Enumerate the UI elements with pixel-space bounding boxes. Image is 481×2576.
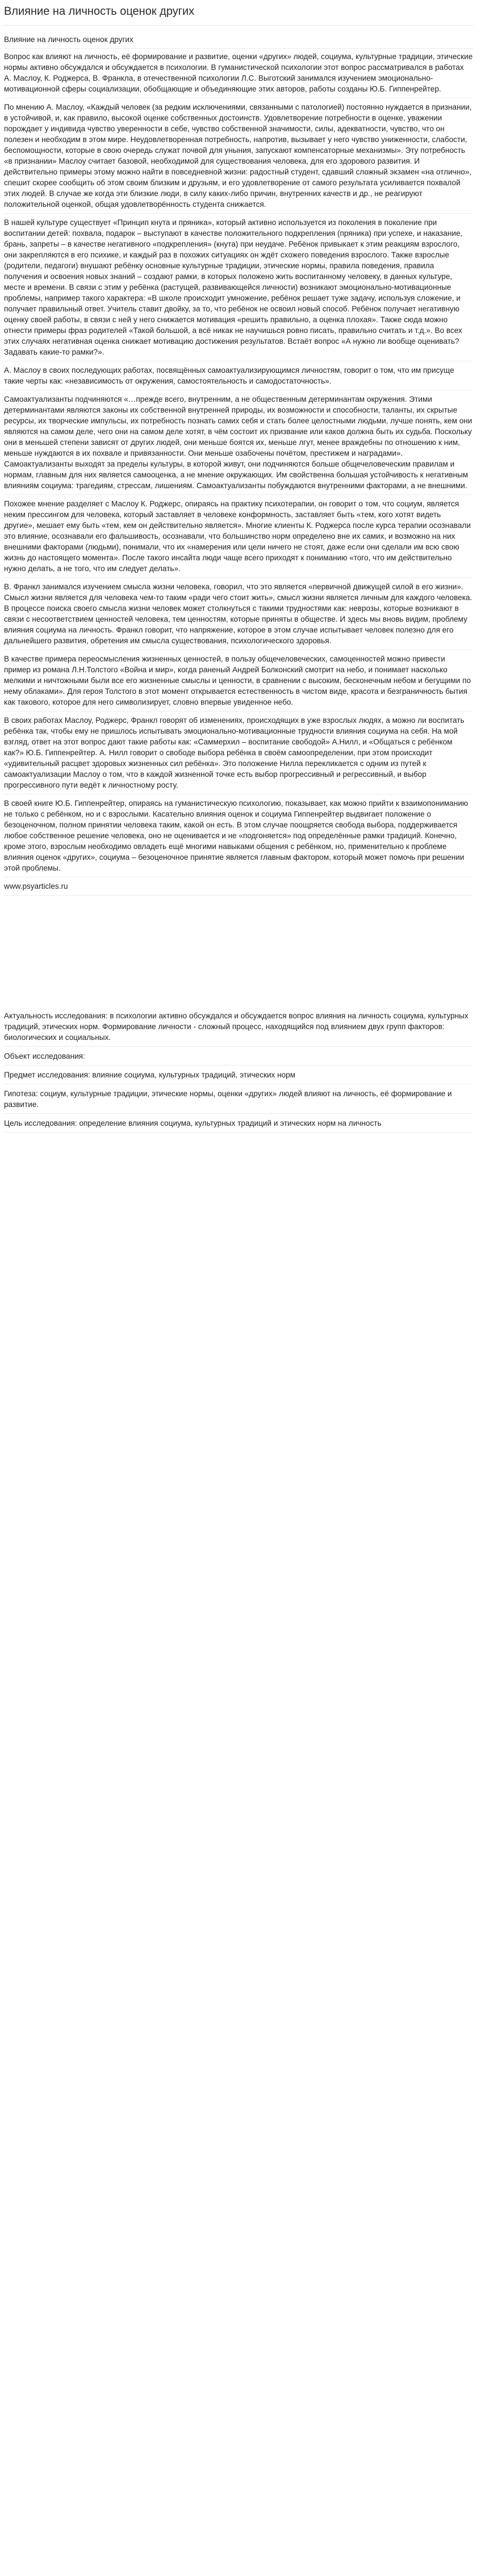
paragraph-self-actualizers: Самоактуализанты подчиняются «…прежде всего, внутренним, а не общественным детерминантам окружения. Этими детерминантами являются законы их собственной внутренней природы, их возможности и способности, таланты, их скрытые ресурсы, их творческие импульсы, их потребность познать самих себя и стать более целостными людьми, лучше понять, кем они являются на самом деле, чего они на самом деле хотят, в чём состоит их призвание или каков должна быть их судьба. Поскольку они в меньшей степени зависят от других людей, они меньше боятся их, меньше лгут, менее враждебны по отношению к ним, меньше нуждаются в их похвале и привязанности. Они меньше озабочены почётом, престижем и наградами». Самоактуализанты выходят за пределы культуры, в которой живут, они подчиняются больше общечеловеческим правилам и нормам, главным для них является самооценка, а не мнение окружающих. Им свойственна большая устойчивость к негативным влияниям социума: трагедиям, стрессам, лишениям. Самоактуализанты побуждаются внутренними факторами, а не внешними.	[4, 394, 473, 495]
paragraph-frankl: В. Франкл занимался изучением смысла жизни человека, говорил, что это является «первичной движущей силой в его жизни». Смысл жизни является для человека чем-то таким «ради чего стоит жить», смысл жизни является личным для каждого человека. В процессе поиска своего смысла жизни человек может столкнуться с такими трудностями как: неврозы, которые возникают в связи с несоответствием ценностей человека, тем ценностям, которые приняты в обществе. И здесь мы вновь видим, проблему влияния социума на личность. Франкл говорит, что напряжение, которое в этом случае испытывает человек полезно для его дальнейшего развития, обретения им смысла существования, психологического здоровья.	[4, 581, 473, 650]
paragraph-intro: Вопрос как влияют на личность, её формирование и развитие, оценки «других» людей, социума, культурные традиции, этические нормы активно обсуждался и обсуждается в психологии. В гуманистической психологии этот вопрос рассматривался в работах А. Маслоу, К. Роджерса, В. Франкла, в отечественной психологии Л.С. Выготский занимался изучением эмоционально-мотивационной сферы социализации, обобщающие и объединяющие этих авторов, работы созданы Ю.Б. Гиппенрейтер.	[4, 51, 473, 98]
research-object: Объект исследования:	[4, 1051, 473, 1066]
paragraph-upbringing: В своих работах Маслоу, Роджерс, Франкл говорят об изменениях, происходящих в уже взрослых людях, а можно ли воспитать ребёнка так, чтобы ему не пришлось испытывать эмоционально-мотивационные трудности влияния социума на себя. На мой взгляд, ответ на этот вопрос дают такие работы как: «Саммерхил – воспитание свободой» А.Нилл, и «Общаться с ребёнком как?» Ю.Б. Гиппенрейтер. А. Нилл говорит о свободе выбора ребёнка в своём самоопределении, при этом происходит «удивительный расцвет здоровых жизненных сил ребёнка». Это положение Нилла перекликается с одним из путей к самоактуализации Маслоу о том, что в каждой жизненной точке есть выбор прогрессивный и регрессивный, и выбор прогрессивного пути ведёт к личностному росту.	[4, 715, 473, 794]
article-subtitle: Влияние на личность оценок других	[4, 34, 473, 49]
paragraph-rogers: Похожее мнение разделяет с Маслоу К. Роджерс, опираясь на практику психотерапии, он говорит о том, что социум, является неким прессингом для человека, который заставляет в человеке конформность, заставляет быть «тем, кого хотят видеть другие», мешает ему быть «тем, кем он действительно является». Многие клиенты К. Роджерса после курса терапии осознавали это влияние, осознавали его фальшивость, осознавали, что большинство норм определено вне их самих, и возможно на них внешними факторами (людьми), понимали, что их «намерения или цели ничего не стоят, даже если они сделали им всю свою жизнь до настоящего момента». После такого инсайта люди чаще всего приходят к пониманию «того, что им действительно нужно делать, а не того, что им следует делать».	[4, 498, 473, 578]
research-meta	[4, 1010, 473, 1133]
article-body	[4, 34, 473, 896]
paragraph-tolstoy: В качестве примера переосмысления жизненных ценностей, в пользу общечеловеческих, самоценностей можно привести пример из романа Л.Н.Толстого «Война и мир», когда раненый Андрей Болконский смотрит на небо, и понимает насколько мелкими и ничтожными были все его жизненные смыслы и ценности, в сравнении с высоким, бесконечным небом и бегущими по нему облаками». Для героя Толстого в этот момент открывается естественность в чистом виде, красота и безграничность бытия как такового, которое для него символизирует, словно впервые увиденное небо.	[4, 654, 473, 711]
source-link[interactable]: www.psyarticles.ru	[4, 881, 473, 896]
paragraph-gippenreiter: В своей книге Ю.Б. Гиппенрейтер, опираясь на гуманистическую психологию, показывает, как можно прийти к взаимопониманию не только с ребёнком, но и с взрослыми. Касательно влияния оценок и социума Гиппенрейтер выдвигает положение о безоценочном, полном принятии человека таким, какой он есть. В этом случае поощряется свобода выбора, поддерживается любое собственное решение человека, оно не оценивается и не «подгоняется» под определённые рамки традиций. Конечно, кроме этого, взрослым необходимо овладеть ещё многими навыками общения с ребёнком, но, применительно к проблеме влияния оценок «других», социума – безоценочное принятие является главным фактором, который может помочь при решении этой проблемы.	[4, 798, 473, 877]
blank-space	[4, 899, 473, 1010]
paragraph-carrot-stick: В нашей культуре существует «Принцип кнута и пряника», который активно используется из поколения в поколение при воспитании детей: похвала, подарок – выступают в качестве положительного подкрепления (пряника) при успехе, и наказание, брань, запреты – в качестве негативного «подкрепления» (кнута) при неудаче. Ребёнок привыкает к этим реакциям взрослого, они закрепляются в его психике, и каждый раз в похожих ситуациях он ждёт схожего поведения взрослого. Также взрослые (родители, педагоги) внушают ребёнку основные культурные традиции, этические нормы, правила поведения, правила получения и освоения новых знаний – создают рамки, в которых положено жить воспитанному человеку, в данных культуре, месте и времени. В связи с этим у ребёнка (растущей, развивающейся личности) возникают эмоционально-мотивационные проблемы, например такого характера: «В школе происходит умножение, ребёнок решает туже задачу, используя сложение, и получает правильный ответ. Учитель ставит двойку, за то, что ребёнок не освоил новый способ. Ребёнок получает негативную оценку своей работы, в связи с ней у него снижается мотивация «решить правильно, а оценка плохая». Также сюда можно отнести примеры фраз родителей «Такой большой, а всё никак не научишься ровно писать, правильно считать и т.д.». Во всех этих случаях негативная оценка снижает мотивацию достижения результатов. Встаёт вопрос «А нужно ли вообще оценивать? Задавать какие-то рамки?».	[4, 217, 473, 361]
research-hypothesis: Гипотеза: социум, культурные традиции, этические нормы, оценки «других» людей влияют на личность, её формирование и развитие.	[4, 1088, 473, 1114]
research-goal: Цель исследования: определение влияния социума, культурных традиций и этических норм на личность	[4, 1118, 473, 1133]
paragraph-maslow: По мнению А. Маслоу, «Каждый человек (за редким исключениями, связанными с патологией) постоянно нуждается в признании, в устойчивой, и, как правило, высокой оценке собственных достоинств. Удовлетворение потребности в оценке, уважении порождает у индивида чувство уверенности в себе, чувство собственной значимости, силы, адекватности, чувство, что он полезен и необходим в этом мире. Неудовлетворенная потребность, напротив, вызывает у него чувство униженности, слабости, беспомощности, которые в свою очередь служат почвой для уныния, запускают компенсаторные механизмы». Эту потребность «в признании» Маслоу считает базовой, необходимой для существования человека, для его здорового развития. И действительно примеры этому можно найти в повседневной жизни: радостный студент, сдавший сложный экзамен «на отлично», спешит скорее сообщить об этом своим близким и друзьям, и его удовлетворение от самого результата усиливается похвалой этих людей. В случае же когда эти близкие люди, в силу каких-либо причин, внутренних качеств и др., не реагируют положительной оценкой, общая удовлетворённость студента снижается.	[4, 102, 473, 214]
research-relevance: Актуальность исследования: в психологии активно обсуждался и обсуждается вопрос влияния на личность социума, культурных традиций, этических норм. Формирование личности - сложный процесс, находящийся под влиянием двух групп факторов: биологических и социальных.	[4, 1010, 473, 1047]
page-title: Влияние на личность оценок других	[4, 5, 473, 26]
research-subject: Предмет исследования: влияние социума, культурных традиций, этических норм	[4, 1069, 473, 1084]
paragraph-self-actualization: А. Маслоу в своих последующих работах, посвящённых самоактуализирующимся личностям, говорит о том, что им присуще такие черты как: «независимость от окружения, самостоятельность и самодостаточность».	[4, 365, 473, 390]
